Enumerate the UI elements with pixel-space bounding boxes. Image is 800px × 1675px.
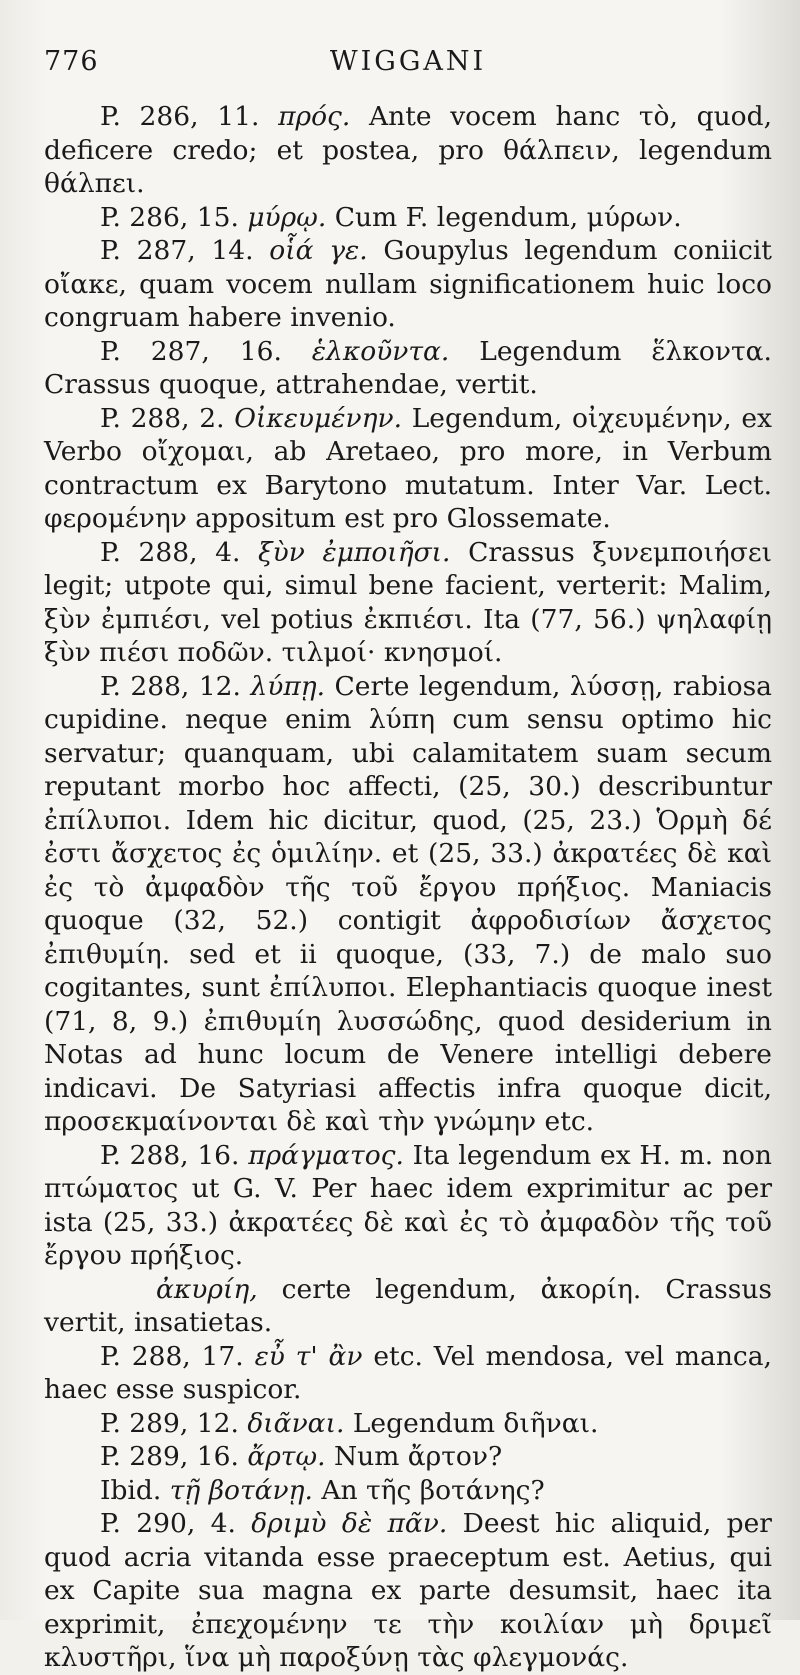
note-entry	[44, 670, 772, 1139]
entry-text: Crassus ξυνεμποιήσει legit; utpote qui, simul bene facient, verterit: Malim, ξὺν ἐμπιέσι, vel potius ἐκπιέσι. Ita (77, 56.) ψηλαφίῃ ξὺν πιέσι ποδῶν. τιλμοί· κνησμοί.	[44, 536, 772, 668]
entry-text: etc. Vel mendosa, vel manca, haec esse suspicor.	[44, 1340, 772, 1405]
page-body	[44, 100, 772, 1675]
entry-reference: P. 286, 15.	[100, 201, 239, 233]
entry-text: Num ἄρτον?	[333, 1441, 503, 1472]
note-entry	[44, 1340, 772, 1407]
page-number: 776	[44, 46, 99, 77]
entry-lemma: οἷά γε.	[269, 235, 368, 266]
entry-text: Goupylus legendum coniicit οἴακε, quam vocem nullam significationem huic loco congruam habere invenio.	[44, 235, 772, 333]
note-entry	[44, 100, 772, 201]
note-entry	[44, 1474, 772, 1508]
entry-reference: P. 288, 2.	[100, 402, 225, 434]
entry-text: Cum F. legendum, μύρων.	[334, 201, 682, 233]
entry-text: Ante vocem hanc τὸ, quod, deficere credo; et postea, pro θάλπειν, legendum θάλπει.	[44, 101, 772, 199]
entry-text: Certe legendum, λύσσῃ, rabiosa cupidine. neque enim λύπη cum sensu optimo hic servatur; quanquam, ubi calamitatem suam secum reputant morbo hoc affecti, (25, 30.) describuntur ἐπίλυποι. Idem hic dicitur, quod, (25, 23.) Ὁρμὴ δέ ἐστι ἄσχετος ἐς ὁμιλίην. et (25, 33.) ἀκρατέες δὲ καὶ ἐς τὸ ἀμφαδὸν τῆς τοῦ ἔργου πρήξιος. Maniacis quoque (32, 52.) contigit ἀφροδισίων ἄσχετος ἐπιθυμίη. sed et ii quoque, (33, 7.) de malo suo cogitantes, sunt ἐπίλυποι. Elephantiacis quoque inest (71, 8, 9.) ἐπιθυμίη λυσσώδης, quod desiderium in Notas ad hunc locum de Venere intelligi debere indicavi. De Satyriasi affectis infra quoque dicit, προσεκμαίνονται δὲ καὶ τὴν γνώμην etc.	[44, 670, 772, 1137]
entry-reference: P. 286, 11.	[100, 101, 260, 132]
note-entry	[44, 402, 772, 536]
entry-lemma: πρός.	[278, 101, 351, 132]
note-entry	[44, 201, 772, 235]
entry-text: Legendum διῆναι.	[352, 1407, 599, 1439]
entry-text: Deest hic aliquid, per quod acria vitanda esse praeceptum est. Aetius, qui ex Capite sua magna ex parte desumsit, haec ita exprimit, ἐπεχομένην τε τὴν κοιλίαν μὴ δριμεῖ κλυστῆρι, ἵνα μὴ παροξύνῃ τὰς φλεγμονάς.	[44, 1508, 772, 1673]
page-header	[44, 40, 772, 84]
entry-reference: Ibid.	[100, 1474, 162, 1506]
entry-lemma: Οἰκευμένην.	[234, 402, 403, 434]
entry-reference: P. 288, 12.	[100, 670, 241, 702]
entry-reference: P. 289, 12.	[100, 1407, 239, 1439]
note-entry	[44, 1139, 772, 1273]
note-entry	[44, 1440, 772, 1474]
entry-lemma: διᾶναι.	[247, 1407, 345, 1439]
entry-lemma: ἑλκοῦντα.	[311, 335, 450, 367]
entry-text: certe legendum, ἀκορίη. Crassus vertit, insatietas.	[44, 1273, 772, 1338]
entry-reference: P. 288, 16.	[100, 1139, 240, 1171]
note-entry	[44, 1273, 772, 1340]
entry-lemma: ξὺν ἐμποιῆσι.	[258, 536, 451, 568]
entry-reference: P. 287, 14.	[100, 235, 254, 266]
entry-lemma: πράγματος.	[248, 1139, 404, 1171]
entry-lemma: ἄρτῳ.	[247, 1441, 326, 1472]
entry-text: Ita legendum ex H. m. non πτώματος ut G. V. Per haec idem exprimitur ac per ista (25, 33.) ἀκρατέες δὲ καὶ ἐς τὸ ἀμφαδὸν τῆς τοῦ ἔργου πρήξιος.	[44, 1139, 772, 1271]
entry-reference: P. 289, 16.	[100, 1441, 239, 1472]
note-entry	[44, 536, 772, 670]
entry-lemma: μύρῳ.	[247, 201, 327, 233]
entry-text: Legendum, οἰχευμένην, ex Verbo οἴχομαι, ab Aretaeo, pro more, in Verbum contractum ex Barytono mutatum. Inter Var. Lect. φερομένην appositum est pro Glossemate.	[44, 402, 772, 534]
note-entry	[44, 1407, 772, 1441]
note-entry	[44, 1507, 772, 1675]
entry-lemma: δριμὺ δὲ πᾶν.	[251, 1508, 448, 1539]
entry-text: Legendum ἕλκοντα. Crassus quoque, attrahendae, vertit.	[44, 335, 772, 400]
entry-reference: P. 288, 17.	[100, 1340, 244, 1372]
entry-lemma: λύπῃ.	[250, 670, 326, 702]
note-entry	[44, 234, 772, 335]
note-entry	[44, 335, 772, 402]
entry-text: An τῆς βοτάνης?	[321, 1474, 545, 1506]
entry-reference: P. 290, 4.	[100, 1508, 236, 1539]
entry-lemma: εὖ τ' ἂν	[254, 1340, 363, 1372]
running-title: WIGGANI	[329, 46, 487, 77]
entry-reference: P. 287, 16.	[100, 335, 282, 367]
entry-lemma: ἀκυρίη,	[156, 1273, 258, 1305]
entry-lemma: τῇ βοτάνῃ.	[169, 1474, 313, 1506]
entry-reference: P. 288, 4.	[100, 536, 241, 568]
